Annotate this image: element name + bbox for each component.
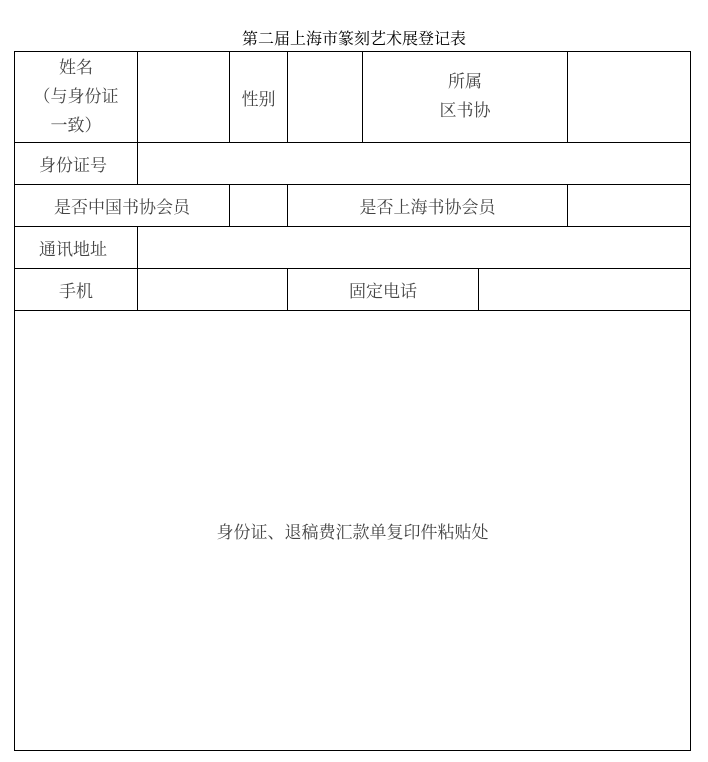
mobile-field[interactable] <box>138 269 287 310</box>
china-member-label: 是否中国书协会员 <box>54 198 190 218</box>
shanghai-member-label: 是否上海书协会员 <box>359 198 496 218</box>
landline-field[interactable] <box>479 269 690 310</box>
id-number-label: 身份证号 <box>39 156 107 176</box>
china-member-field[interactable] <box>230 185 287 226</box>
district-label-line1: 所属 <box>448 72 482 92</box>
district-label <box>363 52 567 142</box>
id-number-field[interactable] <box>138 143 690 184</box>
district-label-line2: 区书协 <box>439 101 491 121</box>
district-field[interactable] <box>568 52 690 142</box>
name-field[interactable] <box>138 52 229 142</box>
name-label-line3: 一致） <box>50 115 102 136</box>
gender-label: 性别 <box>241 89 276 110</box>
paste-area-label: 身份证、退稿费汇款单复印件粘贴处 <box>216 523 489 543</box>
name-label-line2: （与身份证 <box>33 86 119 107</box>
form-title: 第二届上海市篆刻艺术展登记表 <box>241 29 466 48</box>
registration-table <box>14 51 691 751</box>
paste-area <box>15 311 690 750</box>
address-label: 通讯地址 <box>39 240 107 260</box>
name-label <box>15 52 137 142</box>
mobile-label: 手机 <box>59 282 93 302</box>
shanghai-member-field[interactable] <box>568 185 690 226</box>
gender-field[interactable] <box>288 52 362 142</box>
landline-label: 固定电话 <box>349 282 417 302</box>
address-field[interactable] <box>138 227 690 268</box>
name-label-line1: 姓名 <box>59 57 93 78</box>
